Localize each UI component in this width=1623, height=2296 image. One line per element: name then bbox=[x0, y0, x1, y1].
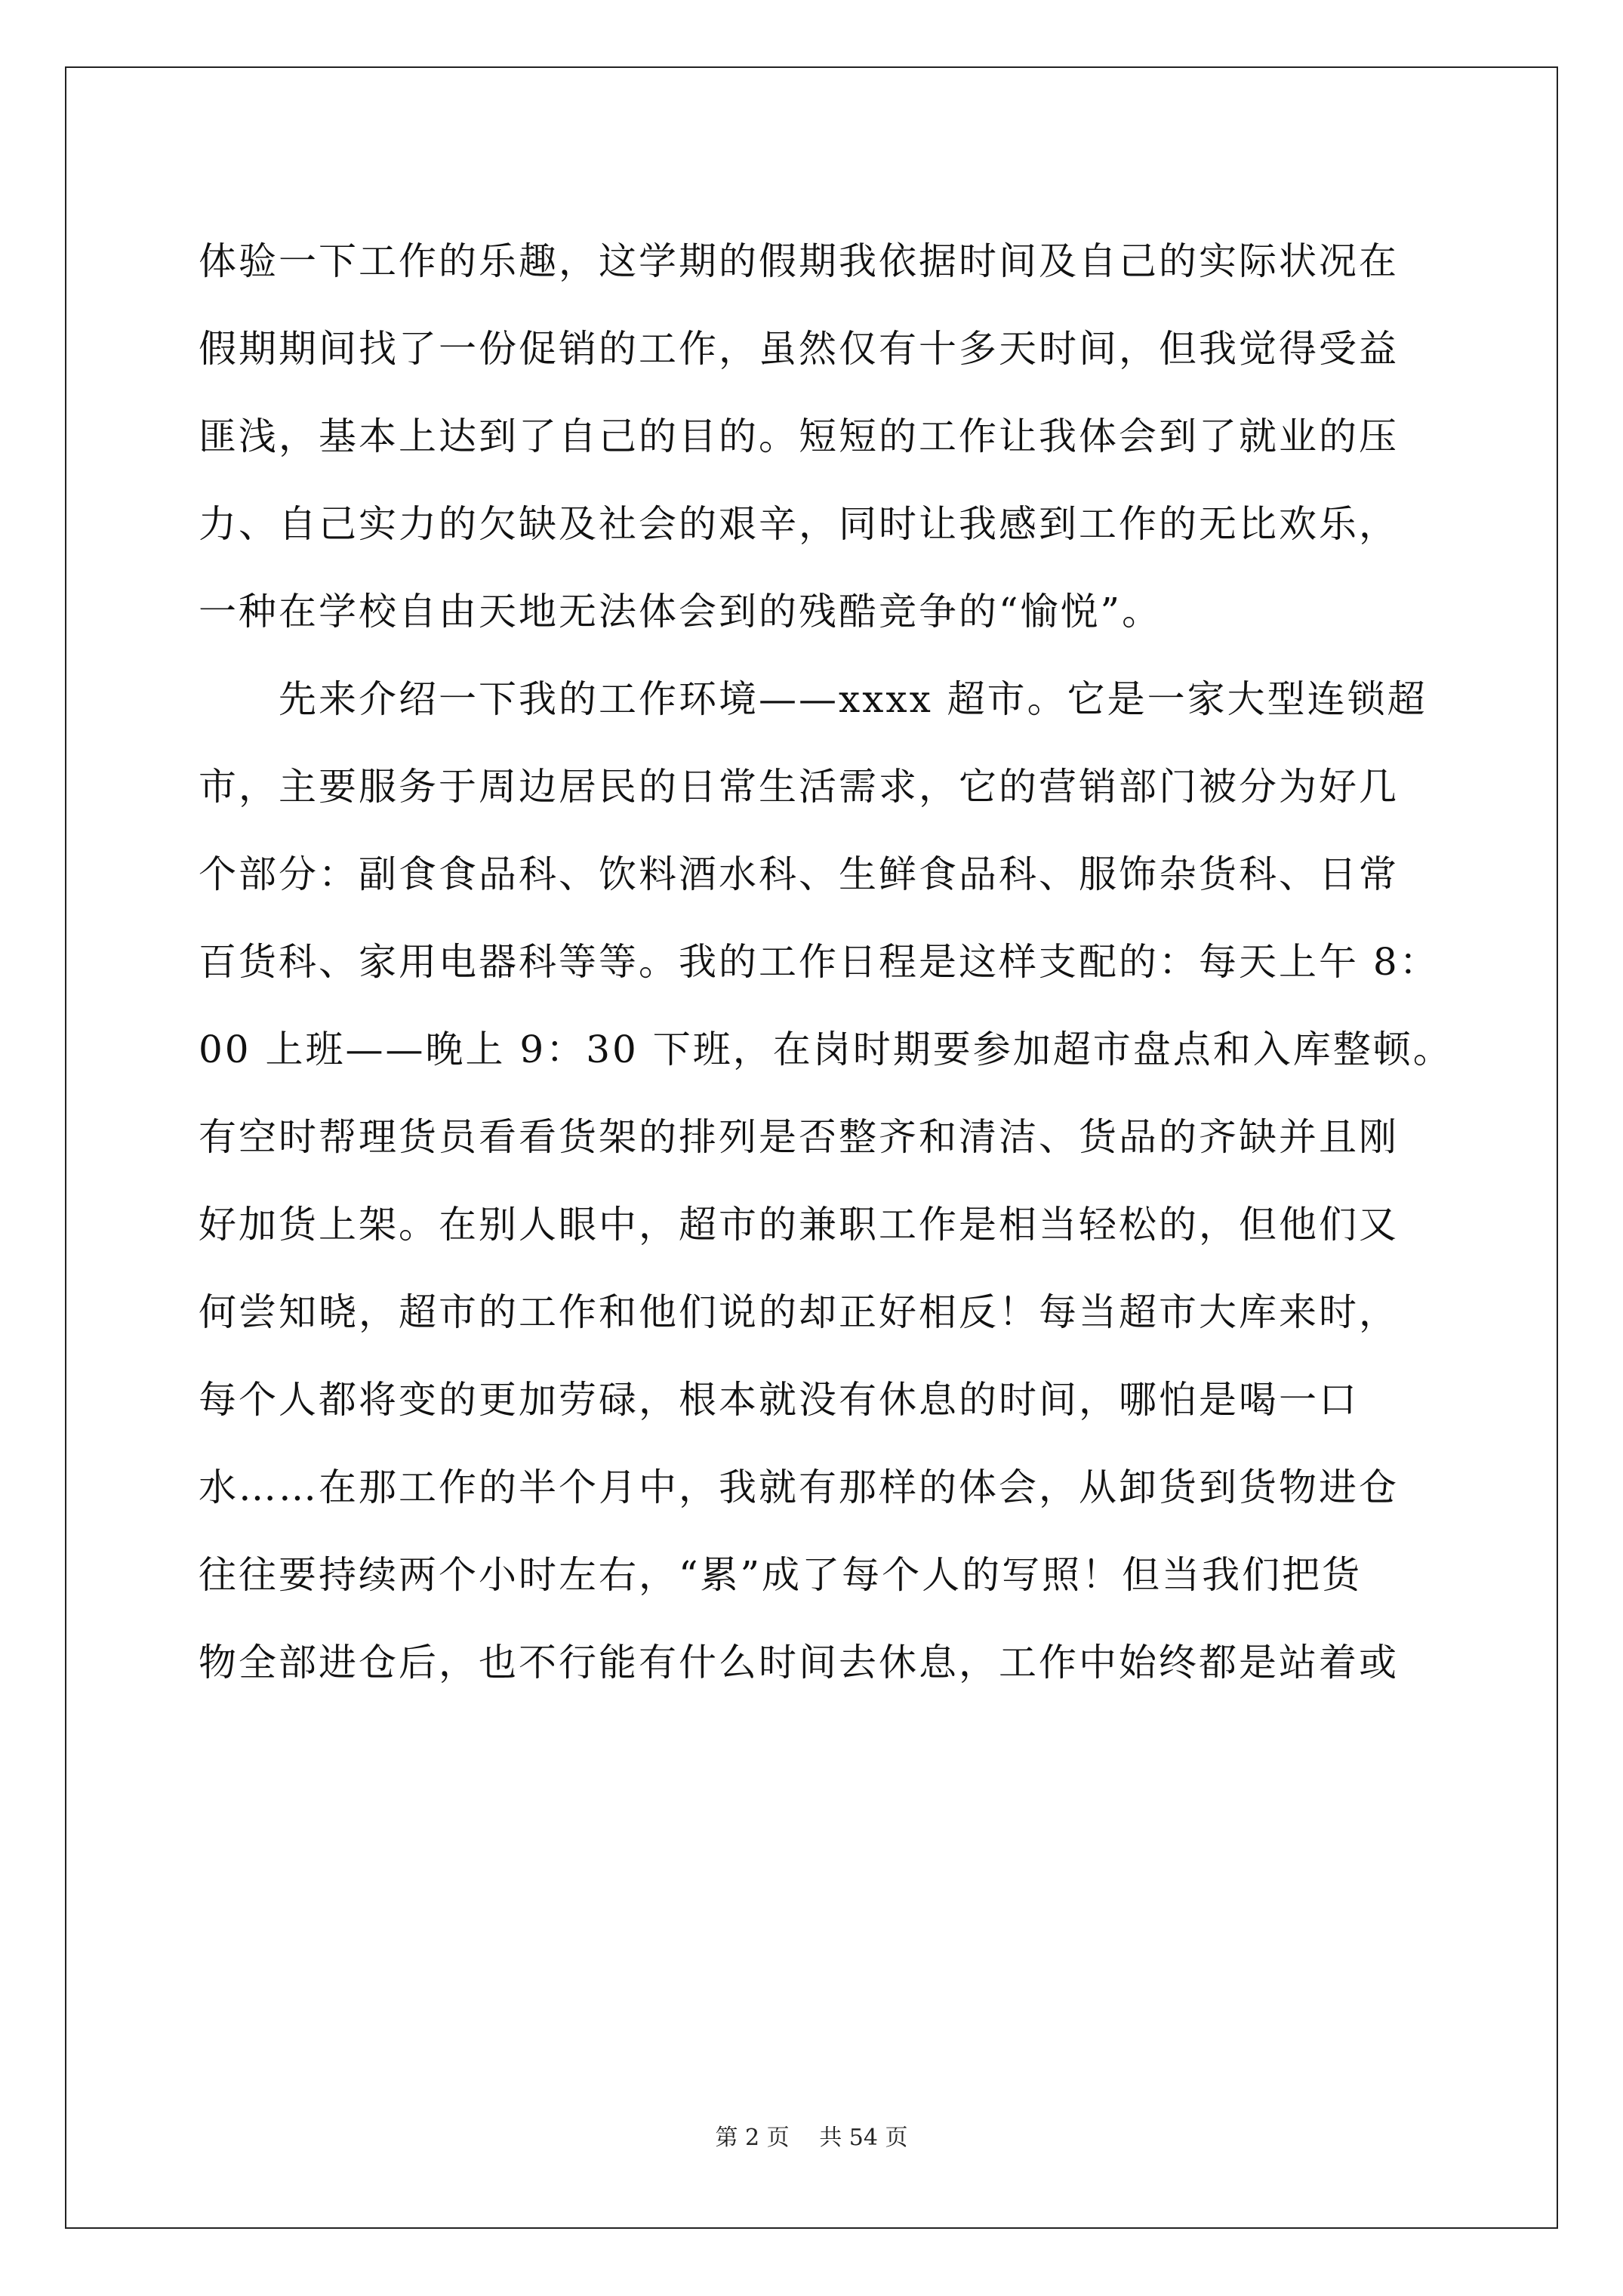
text-line: 假期期间找了一份促销的工作，虽然仅有十多天时间，但我觉得受益 bbox=[199, 327, 1399, 371]
text-line: 00 上班——晚上 9：30 下班，在岗时期要参加超市盘点和入库整顿。 bbox=[199, 1028, 1453, 1071]
page-footer bbox=[0, 2123, 1623, 2153]
text-line: 物全部进仓后，也不行能有什么时间去休息，工作中始终都是站着或 bbox=[199, 1641, 1399, 1684]
text-line: 个部分：副食食品科、饮料酒水科、生鲜食品科、服饰杂货科、日常 bbox=[199, 852, 1399, 896]
text-line: 有空时帮理货员看看货架的排列是否整齐和清洁、货品的齐缺并且刚 bbox=[199, 1115, 1399, 1159]
document-body bbox=[199, 217, 1453, 1706]
text-line: 体验一下工作的乐趣，这学期的假期我依据时间及自己的实际状况在 bbox=[199, 239, 1399, 283]
text-line: 好加货上架。在别人眼中，超市的兼职工作是相当轻松的，但他们又 bbox=[199, 1203, 1399, 1247]
text-line: 何尝知晓，超市的工作和他们说的却正好相反！每当超市大库来时， bbox=[199, 1290, 1399, 1334]
text-line: 每个人都将变的更加劳碌，根本就没有休息的时间，哪怕是喝一口 bbox=[199, 1378, 1359, 1422]
text-line: 往往要持续两个小时左右，“累”成了每个人的写照！但当我们把货 bbox=[199, 1553, 1363, 1597]
text-line: 匪浅，基本上达到了自己的目的。短短的工作让我体会到了就业的压 bbox=[199, 415, 1399, 458]
text-line: 力、自己实力的欠缺及社会的艰辛，同时让我感到工作的无比欢乐， bbox=[199, 502, 1399, 546]
page-number: 第 2 页 共 54 页 bbox=[715, 2125, 908, 2151]
text-line: 百货科、家用电器科等等。我的工作日程是这样支配的：每天上午 8： bbox=[199, 940, 1440, 984]
text-line: 水……在那工作的半个月中，我就有那样的体会，从卸货到货物进仓 bbox=[199, 1465, 1399, 1509]
text-line: 市，主要服务于周边居民的日常生活需求，它的营销部门被分为好几 bbox=[199, 765, 1399, 809]
text-line: 先来介绍一下我的工作环境——xxxx 超市。它是一家大型连锁超 bbox=[199, 677, 1427, 721]
text-line: 一种在学校自由天地无法体会到的残酷竞争的“愉悦”。 bbox=[199, 590, 1163, 633]
